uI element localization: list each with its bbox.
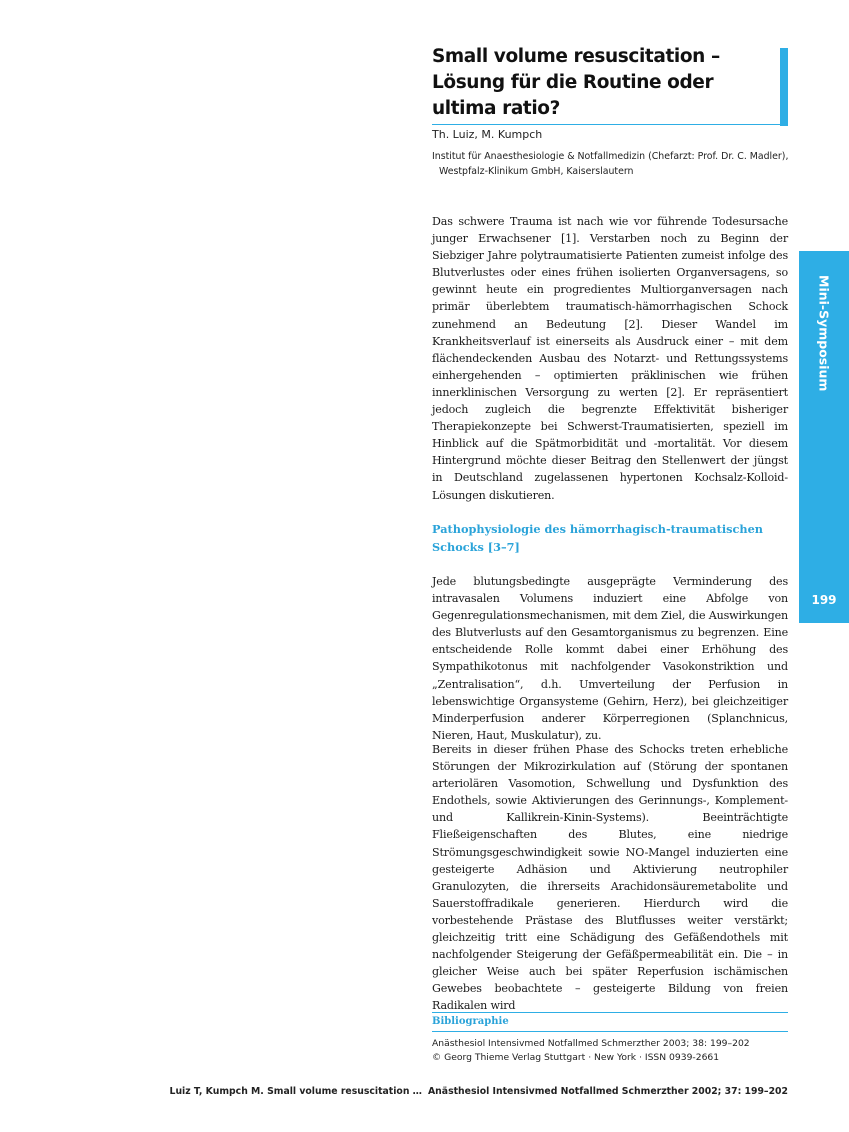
title-block [432,44,788,125]
side-tab-label: Mini-Symposium [816,275,832,392]
page-footer [170,1086,788,1097]
footer-reference: Luiz T, Kumpch M. Small volume resuscitation … [169,1086,422,1097]
bibliography-box [432,1012,788,1064]
affiliation-line-1: Institut für Anaesthesiologie & Notfallmedizin (Chefarzt: Prof. Dr. C. Madler), [432,151,789,162]
body-paragraph-1: Jede blutungsbedingte ausgeprägte Verminderung des intravasalen Volumens induziert eine Abfolge von Gegenregulationsmechanismen, mit dem Ziel, die Auswirkungen des Blutverlusts auf den Gesamtorganismus zu begrenzen. Eine entscheidende Rolle kommt dabei einer Erhöhung des Sympathikotonus mit nachfolgender Vasokonstriktion und „Zentralisation“, d.h. Umverteilung der Perfusion in lebenswichtige Organsysteme (Gehirn, Herz), bei gleichzeitiger Minderperfusion anderer Körperregionen (Splanchnicus, Nieren, Haut, Muskulatur), zu. [432,575,788,742]
title-accent-bar [780,48,788,126]
page-number: 199 [811,593,837,607]
section-heading: Pathophysiologie des hämorrhagisch-traumatischen Schocks [3–7] [432,522,763,554]
bibliography-publisher: © Georg Thieme Verlag Stuttgart · New York · ISSN 0939-2661 [432,1051,720,1063]
section-side-tab [799,251,849,623]
intro-paragraph: Das schwere Trauma ist nach wie vor führende Todesursache junger Erwachsener [1]. Verstarben noch zu Beginn der Siebziger Jahre polytraumatisierte Patienten zumeist infolge des Blutverlustes oder eines frühen isolierten Organversagens, so gewinnt heute ein progredientes Multiorganversagen nach primär überlebtem traumatisch-hämorrhagischen Schock zunehmend an Bedeutung [2]. Dieser Wandel im Krankheitsverlauf ist einerseits als Ausdruck einer – mit dem flächendeckenden Ausbau des Notarzt- und Rettungssystems einhergehenden – optimierten präklinischen wie frühen innerklinischen Versorgung zu werten [2]. Er repräsentiert jedoch zugleich die begrenzte Effektivität bisheriger Therapiekonzepte bei Schwerst-Traumatisierten, speziell im Hinblick auf die Spätmorbidität und -mortalität. Vor diesem Hintergrund möchte dieser Beitrag den Stellenwert der jüngst in Deutschland zugelassenen hypertonen Kochsalz-Kolloid-Lösungen diskutieren. [432,215,788,502]
authors: Th. Luiz, M. Kumpch [432,128,543,141]
affiliation [432,149,792,179]
bibliography-rule [432,1031,788,1032]
affiliation-line-2: Westpfalz-Klinikum GmbH, Kaiserslautern [439,166,634,177]
footer-journal: Anästhesiol Intensivmed Notfallmed Schmerzther 2002; 37: 199–202 [427,1086,788,1097]
bibliography-citation: Anästhesiol Intensivmed Notfallmed Schmerzther 2003; 38: 199–202 [432,1038,750,1049]
article-title: Small volume resuscitation – Lösung für die Routine oder ultima ratio? [432,46,720,119]
bibliography-heading: Bibliographie [432,1016,509,1027]
body-paragraph-2: Bereits in dieser frühen Phase des Schocks treten erhebliche Störungen der Mikrozirkulation auf (Störung der spontanen arteriolären Vasomotion, Schwellung und Dysfunktion des Endothels, sowie Aktivierungen des Gerinnungs-, Komplement- und Kallikrein-Kinin-Systems). Beeinträchtigte Fließeigenschaften des Blutes, eine niedrige Strömungsgeschwindigkeit sowie NO-Mangel induzierten eine gesteigerte Adhäsion und Aktivierung neutrophiler Granulozyten, die ihrerseits Arachidonsäuremetabolite und Sauerstoffradikale generieren. Hierdurch wird die vorbestehende Prästase des Blutflusses weiter verstärkt; gleichzeitig tritt eine Schädigung des Gefäßendothels mit nachfolgender Steigerung der Gefäßpermeabilität ein. Die – in gleicher Weise auch bei später Reperfusion ischämischen Gewebes beobachtete – gesteigerte Bildung von freien Radikalen wird [432,743,788,1013]
